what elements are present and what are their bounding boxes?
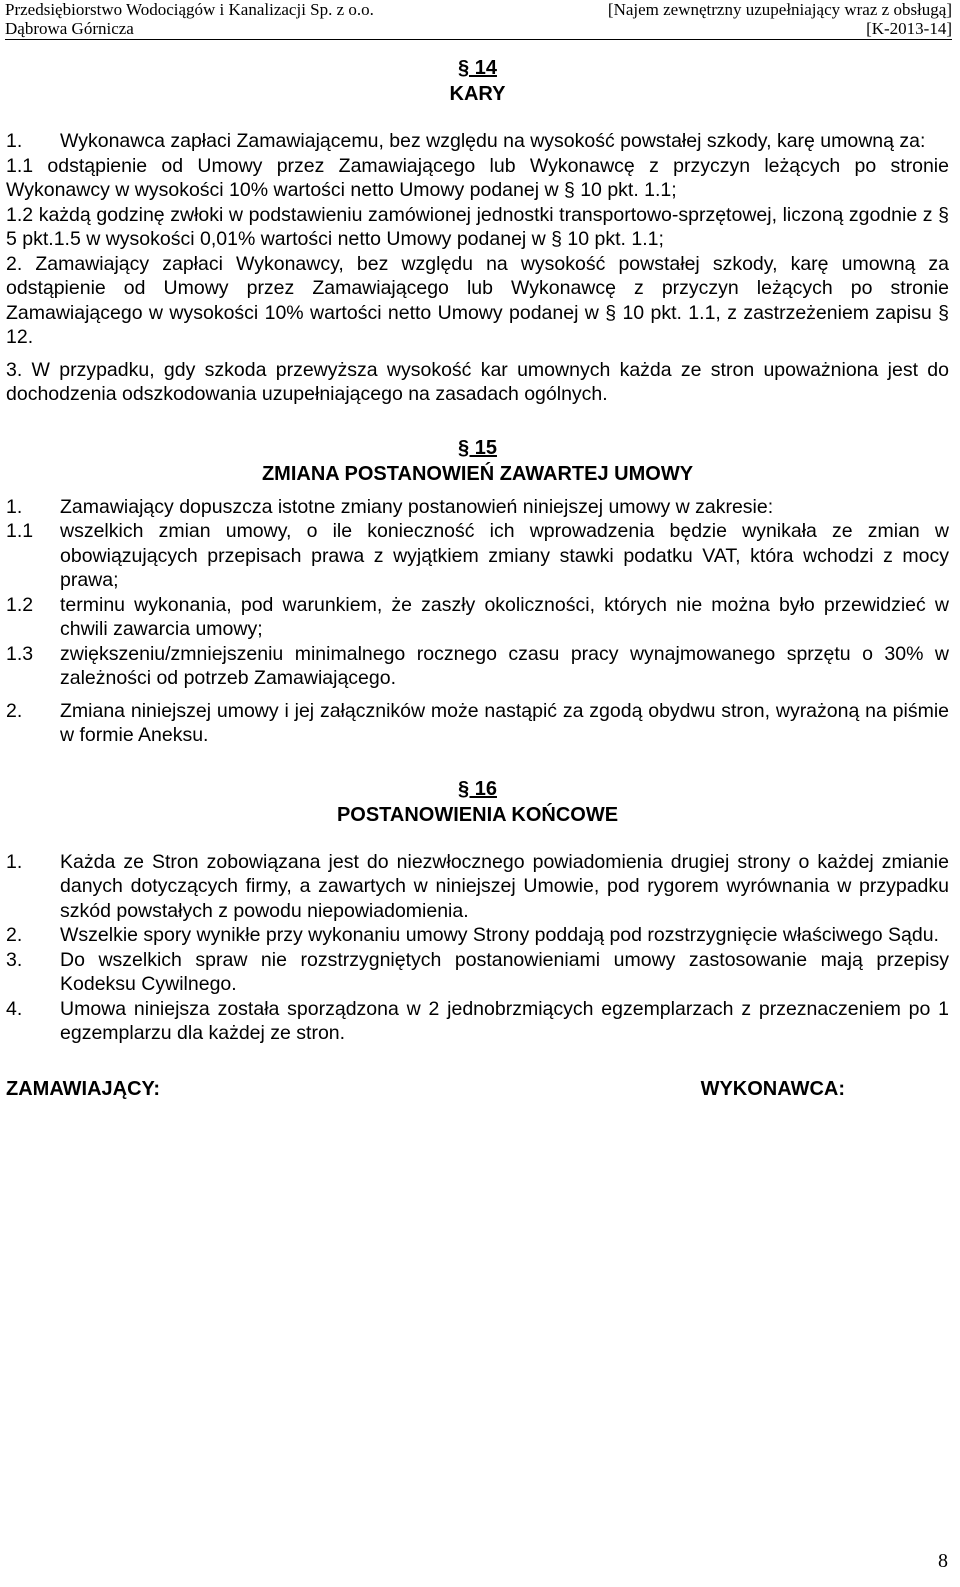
s15-paragraph-2 — [6, 699, 949, 748]
header-city: Dąbrowa Górnicza — [5, 19, 134, 38]
signature-label-contractor: WYKONAWCA: — [700, 1077, 845, 1100]
paragraph-text: Do wszelkich spraw nie rozstrzygniętych postanowieniami umowy zastosowanie mają przepisy Kodeksu Cywilnego. — [60, 948, 949, 995]
s16-paragraph-2 — [6, 923, 949, 948]
s16-paragraph-4 — [6, 997, 949, 1046]
page-number: 8 — [938, 1550, 948, 1572]
paragraph-text: Zamawiający dopuszcza istotne zmiany postanowień niniejszej umowy w zakresie: — [60, 495, 774, 518]
s16-paragraph-3 — [6, 948, 949, 997]
section-16-title: POSTANOWIENIA KOŃCOWE — [336, 803, 619, 826]
s14-paragraph-1 — [6, 129, 949, 154]
s15-point-1-1 — [6, 519, 949, 593]
paragraph-number: 2. — [6, 699, 23, 722]
s14-point-1-1: 1.1 odstąpienie od Umowy przez Zamawiającego lub Wykonawcę z przyczyn leżących po stronie Wykonawcy w wysokości 10% wartości netto Umowy podanej w § 10 pkt. 1.1; — [6, 154, 949, 201]
header-reference: [K-2013-14] — [866, 19, 952, 38]
section-14-number: § 14 — [458, 57, 497, 79]
s15-point-1-3 — [6, 642, 949, 691]
signature-label-employer: ZAMAWIAJĄCY: — [6, 1077, 161, 1100]
point-number: 1.1 — [6, 520, 34, 542]
paragraph-number: 1. — [6, 850, 23, 873]
section-15-number: § 15 — [458, 436, 497, 459]
page-header — [5, 0, 952, 42]
s14-point-1-2: 1.2 każdą godzinę zwłoki w podstawieniu zamówionej jednostki transportowo-sprzętowej, liczoną zgodnie z § 5 pkt.1.5 w wysokości 0,01% wartości netto Umowy podanej w § 10 pkt. 1.1; — [6, 203, 949, 250]
paragraph-text: Zmiana niniejszej umowy i jej załączników może nastąpić za zgodą obydwu stron, wyrażoną na piśmie w formie Aneksu. — [60, 699, 949, 746]
signature-block — [6, 1076, 949, 1102]
paragraph-text: Wykonawca zapłaci Zamawiającemu, bez względu na wysokość powstałej szkody, karę umowną za: — [60, 130, 926, 152]
point-text: terminu wykonania, pod warunkiem, że zaszły okoliczności, których nie można było przewidzieć w chwili zawarcia umowy; — [60, 593, 949, 640]
document-body — [6, 55, 949, 1102]
s14-paragraph-2: 2. Zamawiający zapłaci Wykonawcy, bez względu na wysokość powstałej szkody, karę umowną za odstąpienie od Umowy przez Zamawiającego lub Wykonawcę z przyczyn leżących po stronie Zamawiającego w wysokości 10% wartości netto Umowy podanej w § 10 pkt. 1.1, z zastrzeżeniem zapisu § 12. — [6, 252, 949, 348]
point-number: 1.3 — [6, 642, 34, 665]
paragraph-number: 1. — [6, 130, 23, 152]
paragraph-text: Umowa niniejsza została sporządzona w 2 jednobrzmiących egzemplarzach z przeznaczeniem po 1 egzemplarzu dla każdej ze stron. — [60, 997, 949, 1044]
s14-paragraph-3: 3. W przypadku, gdy szkoda przewyższa wysokość kar umownych każda ze stron upoważniona jest do dochodzenia odszkodowania uzupełniającego na zasadach ogólnych. — [6, 358, 949, 405]
point-text: wszelkich zmian umowy, o ile konieczność ich wprowadzenia będzie wynikała ze zmian w obowiązujących przepisach prawa z wyjątkiem zmiany stawki podatku VAT, która wchodzi z mocy prawa; — [60, 520, 949, 591]
section-16-number: § 16 — [458, 777, 497, 800]
section-15-title: ZMIANA POSTANOWIEŃ ZAWARTEJ UMOWY — [261, 462, 694, 485]
paragraph-number: 3. — [6, 948, 23, 971]
paragraph-number: 1. — [6, 495, 23, 518]
header-divider — [5, 39, 952, 40]
paragraph-text: Każda ze Stron zobowiązana jest do niezwłocznego powiadomienia drugiej strony o każdej zmianie danych dotyczących firmy, a zawartych w niniejszej Umowie, pod rygorem wyrównania w przypadku szkód powstałych z powodu niepowiadomienia. — [60, 850, 949, 922]
paragraph-number: 4. — [6, 997, 23, 1020]
section-14-title: KARY — [449, 83, 506, 105]
s15-paragraph-1 — [6, 495, 949, 520]
section-16-heading — [6, 776, 949, 828]
paragraph-text: Wszelkie spory wynikłe przy wykonaniu umowy Strony poddają pod rozstrzygnięcie właściwego Sądu. — [60, 924, 939, 946]
header-subject: [Najem zewnętrzny uzupełniający wraz z obsługą] — [607, 0, 952, 19]
point-text: zwiększeniu/zmniejszeniu minimalnego rocznego czasu pracy wynajmowanego sprzętu o 30% w zależności od potrzeb Zamawiającego. — [60, 642, 949, 689]
s16-paragraph-1 — [6, 850, 949, 924]
point-number: 1.2 — [6, 593, 34, 616]
header-company: Przedsiębiorstwo Wodociągów i Kanalizacji Sp. z o.o. — [5, 0, 374, 19]
paragraph-number: 2. — [6, 924, 23, 946]
section-14-heading — [6, 55, 949, 107]
section-15-heading — [6, 435, 949, 487]
s15-point-1-2 — [6, 593, 949, 642]
